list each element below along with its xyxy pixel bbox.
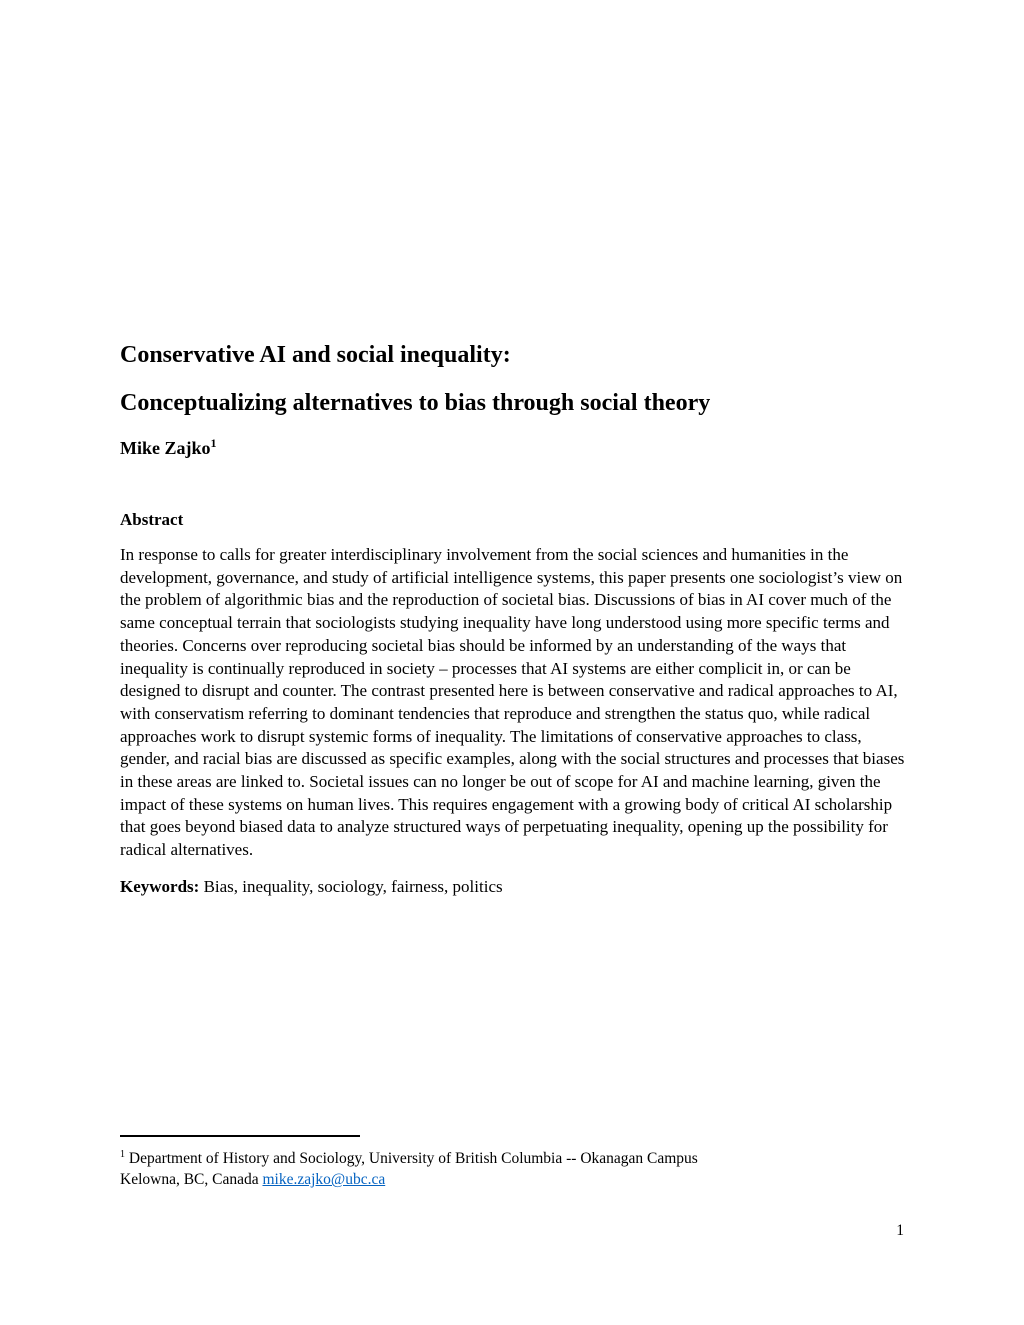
keywords-line — [120, 876, 906, 898]
page-number: 1 — [896, 1222, 904, 1239]
footnote-marker: 1 — [120, 1149, 125, 1160]
paper-title-line-2: Conceptualizing alternatives to bias through social theory — [120, 390, 711, 416]
footnote-line-1: Department of History and Sociology, University of British Columbia -- Okanagan Campus — [125, 1150, 698, 1168]
paper-title-line-1: Conservative AI and social inequality: — [120, 342, 511, 368]
author-footnote-marker: 1 — [210, 436, 217, 450]
keywords-label: Keywords: — [120, 876, 200, 896]
footnote-text — [120, 1144, 906, 1190]
abstract-heading: Abstract — [120, 510, 184, 529]
abstract-text: In response to calls for greater interdisciplinary involvement from the social sciences and humanities in the development, governance, and study of artificial intelligence systems, this paper presents one sociologist’s view on the problem of algorithmic bias and the reproduction of societal bias. Discussions of bias in AI cover much of the same conceptual terrain that sociologists studying inequality have long understood using more specific terms and theories. Concerns over reproducing societal bias should be informed by an understanding of the ways that inequality is continually reproduced in society – processes that AI systems are either complicit in, or can be designed to disrupt and counter. The contrast presented here is between conservative and radical approaches to AI, with conservatism referring to dominant tendencies that reproduce and strengthen the status quo, while radical approaches work to disrupt systemic forms of inequality. The limitations of conservative approaches to class, gender, and racial bias are discussed as specific examples, along with the social structures and processes that biases in these areas are linked to. Societal issues can no longer be out of scope for AI and machine learning, given the impact of these systems on human lives. This requires engagement with a growing body of critical AI scholarship that goes beyond biased data to analyze structured ways of perpetuating inequality, opening up the possibility for radical alternatives. — [120, 545, 905, 860]
keywords-text: Bias, inequality, sociology, fairness, politics — [199, 876, 503, 896]
author-name: Mike Zajko — [120, 438, 211, 458]
author-line — [120, 432, 906, 460]
email-link[interactable]: mike.zajko@ubc.ca — [262, 1171, 386, 1189]
footnote-separator-rule — [120, 1135, 360, 1137]
footnote-line-2-prefix: Kelowna, BC, Canada — [120, 1171, 263, 1189]
paper-content — [120, 0, 906, 898]
footnote-area — [120, 1135, 906, 1190]
